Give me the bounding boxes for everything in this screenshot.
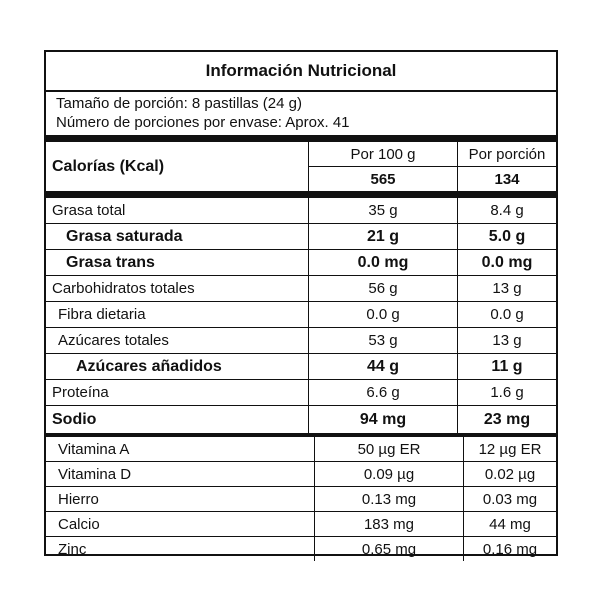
vitamin-row — [46, 462, 556, 487]
nutrient-row — [46, 354, 556, 380]
nutrient-row — [46, 250, 556, 276]
calories-table — [46, 142, 556, 191]
nutrient-perserving: 0.0 mg — [458, 250, 557, 276]
panel-title: Información Nutricional — [46, 52, 556, 92]
vitamin-perserving: 12 µg ER — [464, 437, 557, 462]
nutrient-perserving: 8.4 g — [458, 198, 557, 224]
nutrient-row — [46, 406, 556, 434]
nutrient-name: Azúcares añadidos — [46, 354, 309, 380]
nutrient-row — [46, 302, 556, 328]
vitamins-table — [46, 437, 556, 561]
nutrient-name: Azúcares totales — [46, 328, 309, 354]
nutrient-per100: 0.0 g — [309, 302, 458, 328]
vitamin-perserving: 44 mg — [464, 512, 557, 537]
nutrient-name: Proteína — [46, 380, 309, 406]
nutrients-table — [46, 198, 556, 433]
vitamin-name: Vitamina A — [46, 437, 315, 462]
serving-size: Tamaño de porción: 8 pastillas (24 g) — [56, 95, 302, 112]
col-header-perserving: Por porción — [458, 142, 557, 167]
nutrient-row — [46, 198, 556, 224]
vitamin-per100: 0.13 mg — [315, 487, 464, 512]
nutrient-perserving: 1.6 g — [458, 380, 557, 406]
calories-label: Calorías (Kcal) — [52, 157, 165, 175]
vitamin-name: Vitamina D — [46, 462, 315, 487]
vitamin-row — [46, 437, 556, 462]
nutrient-perserving: 13 g — [458, 328, 557, 354]
nutrient-per100: 56 g — [309, 276, 458, 302]
nutrient-perserving: 5.0 g — [458, 224, 557, 250]
vitamin-row — [46, 512, 556, 537]
nutrient-row — [46, 276, 556, 302]
nutrient-perserving: 0.0 g — [458, 302, 557, 328]
col-header-per100: Por 100 g — [309, 142, 458, 167]
nutrient-per100: 21 g — [309, 224, 458, 250]
vitamin-name: Calcio — [46, 512, 315, 537]
nutrient-row — [46, 328, 556, 354]
nutrient-perserving: 11 g — [458, 354, 557, 380]
calories-per100: 565 — [309, 167, 458, 192]
nutrient-name: Grasa saturada — [46, 224, 309, 250]
nutrient-perserving: 23 mg — [458, 406, 557, 434]
vitamin-name: Zinc — [58, 540, 87, 558]
nutrient-name: Carbohidratos totales — [46, 276, 309, 302]
nutrient-name: Fibra dietaria — [46, 302, 309, 328]
serving-info — [46, 92, 556, 135]
thick-divider — [46, 135, 556, 142]
vitamin-row — [46, 487, 556, 512]
servings-per-container: Número de porciones por envase: Aprox. 41 — [56, 114, 350, 131]
nutrient-row — [46, 224, 556, 250]
nutrient-per100: 53 g — [309, 328, 458, 354]
vitamin-per100: 0.65 mg — [315, 537, 464, 562]
calories-perserving: 134 — [458, 167, 557, 192]
nutrient-row — [46, 380, 556, 406]
vitamin-name: Hierro — [46, 487, 315, 512]
nutrient-perserving: 13 g — [458, 276, 557, 302]
vitamin-perserving: 0.03 mg — [464, 487, 557, 512]
nutrient-per100: 0.0 mg — [309, 250, 458, 276]
nutrient-name: Grasa trans — [46, 250, 309, 276]
nutrient-per100: 94 mg — [309, 406, 458, 434]
vitamin-perserving: 0.16 mg — [464, 537, 557, 562]
vitamin-row — [46, 537, 556, 562]
nutrition-facts-panel — [44, 50, 558, 556]
nutrient-per100: 6.6 g — [309, 380, 458, 406]
vitamin-per100: 183 mg — [315, 512, 464, 537]
nutrient-per100: 35 g — [309, 198, 458, 224]
vitamin-per100: 0.09 µg — [315, 462, 464, 487]
nutrient-per100: 44 g — [309, 354, 458, 380]
vitamin-perserving: 0.02 µg — [464, 462, 557, 487]
thick-divider — [46, 191, 556, 198]
vitamin-per100: 50 µg ER — [315, 437, 464, 462]
nutrient-name: Grasa total — [46, 198, 309, 224]
nutrient-name: Sodio — [52, 410, 97, 428]
